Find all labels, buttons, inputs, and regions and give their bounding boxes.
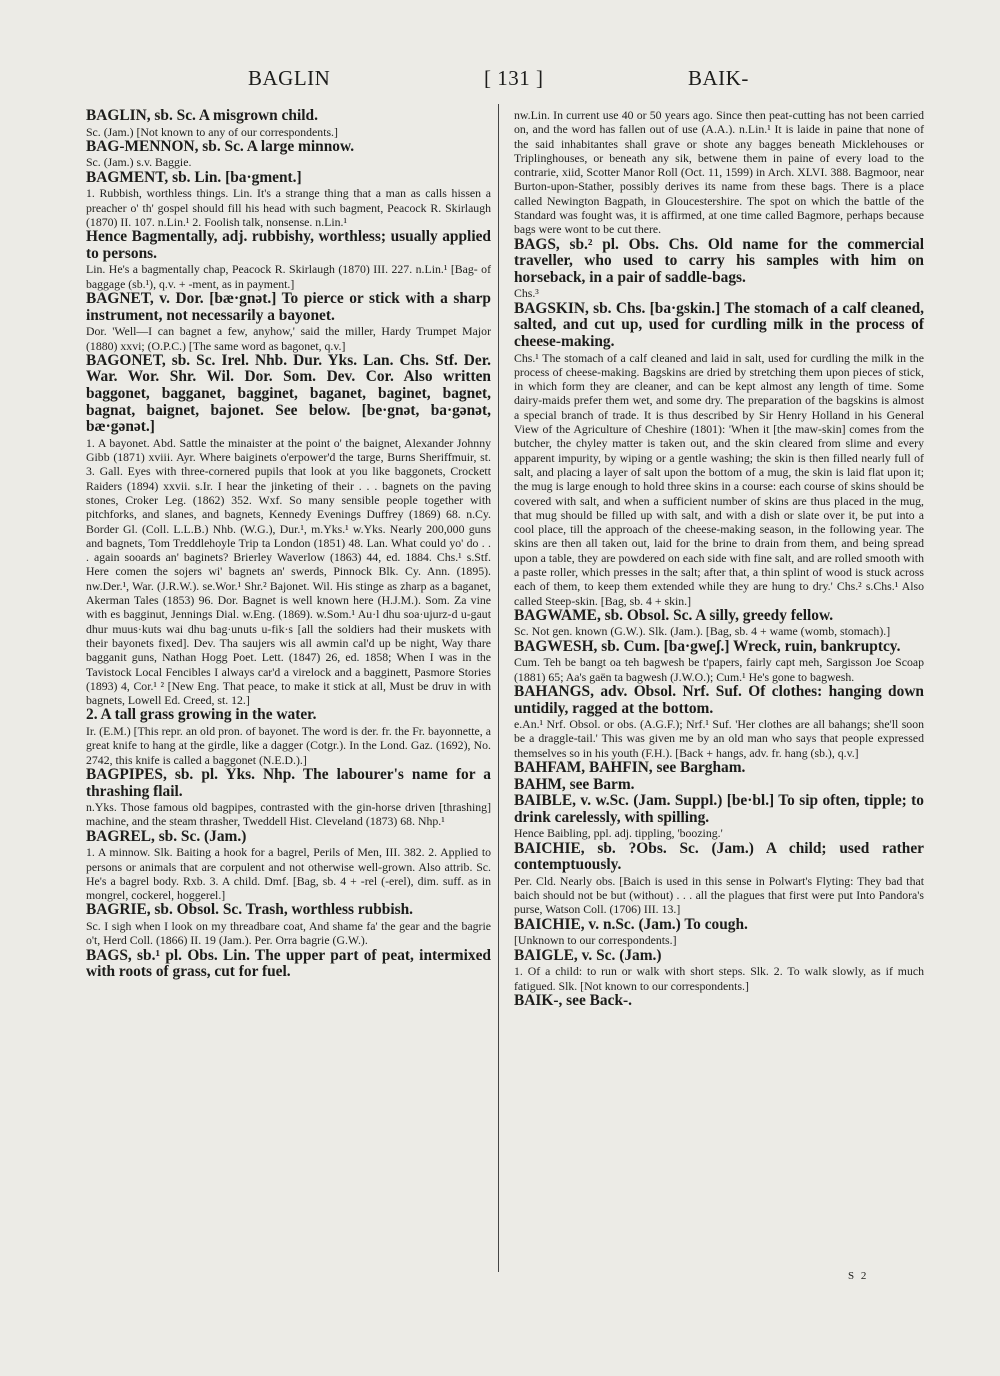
entry-headword: BAGMENT, sb. Lin. [ba·gment.]: [86, 168, 302, 186]
entry-headword: BAGWESH, sb. Cum. [ba·gweʃ.] Wreck, ruin, bankruptcy.: [514, 637, 901, 655]
entry-headword: BAGLIN, sb. Sc. A misgrown child.: [86, 107, 318, 124]
dictionary-entry: [86, 139, 491, 170]
entry-citations: 1. A minnow. Slk. Baiting a hook for a bagrel, Perils of Men, III. 382. 2. Applied to persons or animals that are corpulent and not otherwise well-grown. Also attrib. Sc. He's a bagrel body. Rxb. 3. A child. Dmf. [Bag, sb. 4 + -rel (-erel), dim. suff. as in mongrel, cockerel, hoggerel.]: [86, 845, 491, 903]
entry-citations: Lin. He's a bagmentally chap, Peacock R. Skirlaugh (1870) III. 227. n.Lin.¹ [Bag- of baggage (sb.¹), q.v. + -ment, as in payment.]: [86, 262, 491, 291]
entry-citations: Hence Baibling, ppl. adj. tippling, 'boozing.': [514, 826, 723, 841]
entry-citations: Dor. 'Well—I can bagnet a few, anyhow,' said the miller, Hardy Trumpet Major (1880) xxvi; (O.P.C.) [The same word as bagonet, q.v.]: [86, 324, 491, 353]
entry-citations: Ir. (E.M.) [This repr. an old pron. of bayonet. The word is der. fr. the Fr. bayonnette, a great knife to hang at the girdle, like a dagger (Cotgr.). In the Lond. Gaz. (1692), No. 2742, this knife is called a baggonet (N.E.D.).]: [86, 724, 491, 767]
dictionary-entry: [86, 108, 491, 139]
entry-headword: BAIK-, see Back-.: [514, 991, 632, 1009]
running-head-right: BAIK-: [688, 66, 749, 90]
page-number: [ 131 ]: [484, 66, 544, 90]
entry-citations: Sc. (Jam.) [Not known to any of our correspondents.]: [86, 124, 338, 139]
entry-headword: BAHM, see Barm.: [514, 775, 635, 793]
dictionary-entry: [514, 793, 924, 840]
right-column: [514, 108, 924, 1009]
entry-citations: 1. Rubbish, worthless things. Lin. It's a strange thing that a man as calls hissen a preacher o' th' gospel should fill his head with such bagment, Peacock R. Skirlaugh (1870) II. 107. n.Lin.¹ 2. Foolish talk, nonsense. n.Lin.¹: [86, 186, 491, 229]
running-head-left: BAGLIN: [248, 66, 331, 90]
entry-citations: Chs.¹ The stomach of a calf cleaned and laid in salt, used for curdling the milk in the process of cheese-making. Bagskins are dried by stretching them upon pieces of stick, in which form they are cleaner, and can be kept almost any length of time. Some dairy-maids prefer them wet, and some dry. The preparation of the bagskins is almost a special branch of trade. It is thus described by Sir Henry Holland in his General View of the Agriculture of Cheshire (1801): 'When it [the maw-skin] comes from the butcher, the chyley matter is taken out, and the skin cleared from slime and every apparent impurity, by wiping or a gentle washing; the skin is then filled nearly full of salt, and placing a layer of salt upon the bottom of a mug, the skin is laid flat upon it; the mug is large enough to hold three skins in a course: each course of skins should be covered with salt, and when a sufficient number of skins are thus placed in the mug, that mug should be filled up with salt, and with a dish or slate over it, be put into a cool place, till the approach of the cheese-making season, in the following year. The skins are then all taken out, laid for the brine to drain from them, and being spread upon a table, they are powdered on each side with fine salt, and are rolled smooth with a paste roller, which presses in the salt; after that, a thin splint of wood is stuck across each of them, to keep them extended while they are hung to dry.' Chs.² s.Chs.¹ Also called Steep-skin. [Bag, sb. 4 + skin.]: [514, 350, 924, 608]
entry-headword: BAGWAME, sb. Obsol. Sc. A silly, greedy fellow.: [514, 606, 834, 624]
dictionary-entry: [86, 829, 491, 903]
entry-headword: BAGONET, sb. Sc. Irel. Nhb. Dur. Yks. Lan. Chs. Stf. Der. War. Wor. Shr. Wil. Dor. Som. Dev. Cor. Also written baggonet, bagganet, bagginet, baganet, baginet, bagnet, bagnat, baignet, bajonet. See below. [be·gnət, ba·gənət, bæ·gənət.]: [86, 351, 491, 436]
entry-headword: BAGS, sb.² pl. Obs. Chs. Old name for the commercial traveller, who used to carry his samples with him on horseback, in a pair of saddle-bags.: [514, 235, 924, 286]
left-column: [86, 108, 491, 981]
entry-citations: n.Yks. Those famous old bagpipes, contrasted with the gin-horse driven [thrashing] machine, and the steam thrasher, Tweddell Hist. Cleveland (1873) 68. Nhp.¹: [86, 800, 491, 829]
dictionary-entry: [514, 684, 924, 760]
dictionary-entry: [514, 108, 924, 237]
entry-citations: e.An.¹ Nrf. Obsol. or obs. (A.G.F.); Nrf.¹ Suf. 'Her clothes are all bahangs; she'll soon be a draggle-tail.' This was given me by an old man who says that people expressed themselves so in his youth (F.H.). [Back + hangs, adv. fr. hang (sb.), q.v.]: [514, 717, 924, 760]
dictionary-entry: [86, 170, 491, 229]
running-head: [88, 66, 940, 98]
entry-citations: nw.Lin. In current use 40 or 50 years ago. Since then peat-cutting has not been carried on, and the word has fallen out of use (A.A.). n.Lin.¹ It is laide in paine that none of the said inhabitantes shall grave or shote any bagges beneath Micklehouses or Triplinghouses, or beneath any sik, betwene them in paine of every load to the contrarie, xiid, Scotter Manor Roll (Oct. 11, 1599) in Arch. XLVI. 388. Bagmoor, near Burton-upon-Stather, possibly derives its name from these bags. There is a place called Newington Bagpath, in Gloucestershire. The spot on which the battle of the Standard was fought was, it is affirmed, at one time called Bagmore, perhaps because bags were wont to be cut there.: [514, 108, 924, 237]
entry-citations: Per. Cld. Nearly obs. [Baich is used in this sense in Polwart's Flyting: They bad that baich should not be but (without) . . . all the plagues that first were put Into Pandora's purse, Watson Coll. (1706) III. 13.]: [514, 873, 924, 917]
dictionary-entry: [86, 902, 491, 947]
dictionary-entry: [514, 760, 924, 777]
dictionary-entry: [514, 841, 924, 917]
entry-citations: Cum. Teh be bangt oa teh bagwesh be t'papers, fairly capt meh, Sargisson Joe Scoap (1881) 65; Aa's gaën ta bagwesh (J.W.O.); Cum.¹ He's gone to bagwesh.: [514, 655, 924, 684]
dictionary-entry: [86, 707, 491, 766]
entry-headword: BAGNET, v. Dor. [bæ·gnət.] To pierce or stick with a sharp instrument, not necessarily a bayonet.: [86, 290, 491, 324]
dictionary-entry: [514, 948, 924, 993]
entry-headword: BAGPIPES, sb. pl. Yks. Nhp. The labourer's name for a thrashing flail.: [86, 765, 491, 800]
entry-headword: Hence Bagmentally, adj. rubbishy, worthless; usually applied to persons.: [86, 228, 491, 262]
entry-headword: BAGSKIN, sb. Chs. [ba·gskin.] The stomach of a calf cleaned, salted, and cut up, used for curdling milk in the process of cheese-making.: [514, 299, 924, 350]
dictionary-entry: [514, 917, 924, 948]
column-divider: [498, 104, 499, 1272]
dictionary-entry: [514, 237, 924, 301]
dictionary-entry: [86, 291, 491, 353]
entry-headword: BAGREL, sb. Sc. (Jam.): [86, 827, 247, 845]
signature-mark: S 2: [848, 1270, 869, 1282]
entry-citations: Chs.³: [514, 286, 539, 301]
entry-headword: BAIBLE, v. w.Sc. (Jam. Suppl.) [be·bl.] To sip often, tipple; to drink carelessly, with spilling.: [514, 792, 924, 826]
dictionary-entry: [514, 639, 924, 684]
entry-headword: BAICHIE, sb. ?Obs. Sc. (Jam.) A child; used rather contemptuously.: [514, 839, 924, 874]
entry-citations: 1. A bayonet. Abd. Sattle the minaister at the point o' the baignet, Alexander Johnny Gibb (1871) xviii. Ayr. Where baiginets o'erpower'd the targe, Burns Sheriffmuir, st. 3. Gall. Eyes with three-cornered pupils that look at you like baggonets, Crockett Raiders (1894) xxvii. s.Ir. I hear the jinketing of their . . . bagnets on the paving stones, Croker Leg. (1862) 352. Wxf. So many sensible people together with pitchforks, and slanes, and bagnets, Kennedy Evenings Duffrey (1869) 68. n.Cy. Border Gl. (Coll. L.L.B.) Nhb. (W.G.), Dur.¹, m.Yks.¹ w.Yks. Nearly 200,000 guns and bagnets, Tom Treddlehoyle Trip ta London (1851) 48. Lan. What could yo' do . . . again sooards an' baginets? Brierley Waverlow (1863) 44, ed. 1884. Chs.¹ s.Stf. Here comen the sojers wi' bagnets an' swerds, Pinnock Blk. Cy. Ann. (1895). nw.Der.¹, War. (J.R.W.). se.Wor.¹ Shr.² Bajonet. Wil. His stinge as zharp as a baganet, Akerman Tales (1853) 96. Dor. Bagnet is well known here (H.J.M.). Som. Za vine with es bagginut, Jennings Dial. w.Eng. (1869). w.Som.¹ Au·l dhu soa·ujurz-d u-gaut dhur muus·kuts wai dhu bag·unuts u-fik·s [all the soldiers had their muskets with their bayonets fixed]. Dev. Tha saujers wis all awmin cal'd up be night, Way thare bagganit guns, Nathan Hogg Poet. Lett. (1847) 26, ed. 1858; When I was in the Tavistock Local Fencibles I always car'd a virelock and a bagginett, Pasmore Stories (1893) 4, Cor.¹ ² [New Eng. That peace, to make it stick at all, Must be druv in with bagnets, Lowell Ed. Creed, st. 12.]: [86, 435, 491, 708]
entry-headword: 2. A tall grass growing in the water.: [86, 706, 317, 724]
dictionary-entry: [86, 767, 491, 829]
entry-citations: Sc. (Jam.) s.v. Baggie.: [86, 155, 192, 170]
dictionary-entry: [86, 229, 491, 291]
entry-citations: Sc. I sigh when I look on my threadbare coat, And shame fa' the gear and the bagrie o't, Herd Coll. (1866) II. 19 (Jam.). Per. Orra bagrie (G.W.).: [86, 919, 491, 948]
dictionary-entry: [86, 353, 491, 708]
entry-citations: 1. Of a child: to run or walk with short steps. Slk. 2. To walk slowly, as if much fatigued. Slk. [Not known to our correspondents.]: [514, 964, 924, 993]
dictionary-entry: [514, 608, 924, 639]
dictionary-entry: [514, 993, 924, 1010]
entry-headword: BAHANGS, adv. Obsol. Nrf. Suf. Of clothes: hanging down untidily, ragged at the bottom.: [514, 682, 924, 717]
dictionary-entry: [514, 777, 924, 794]
entry-headword: BAIGLE, v. Sc. (Jam.): [514, 946, 662, 964]
dictionary-entry: [86, 948, 491, 981]
entry-headword: BAICHIE, v. n.Sc. (Jam.) To cough.: [514, 915, 748, 933]
entry-headword: BAGS, sb.¹ pl. Obs. Lin. The upper part of peat, intermixed with roots of grass, cut for fuel.: [86, 946, 491, 981]
entry-citations: [Unknown to our correspondents.]: [514, 933, 677, 948]
entry-headword: BAGRIE, sb. Obsol. Sc. Trash, worthless rubbish.: [86, 901, 413, 919]
dictionary-entry: [514, 301, 924, 608]
entry-citations: Sc. Not gen. known (G.W.). Slk. (Jam.). [Bag, sb. 4 + wame (womb, stomach).]: [514, 624, 891, 639]
entry-headword: BAG-MENNON, sb. Sc. A large minnow.: [86, 137, 355, 155]
entry-headword: BAHFAM, BAHFIN, see Bargham.: [514, 759, 746, 777]
